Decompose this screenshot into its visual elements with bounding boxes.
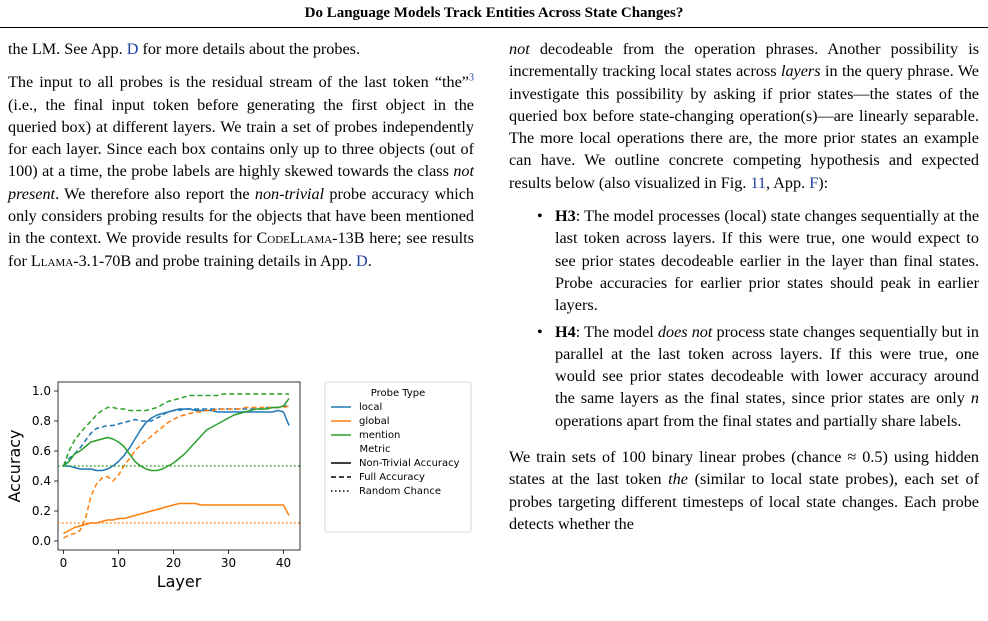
x-tick-label: 20 [165, 556, 182, 570]
text: : The model [575, 322, 658, 341]
legend-entry: mention [359, 430, 401, 441]
emphasis: not present [8, 162, 474, 203]
hypothesis-h4 [509, 321, 979, 432]
emphasis: the [668, 470, 688, 489]
legend-title-type: Probe Type [370, 388, 426, 399]
figure-link[interactable]: 11 [750, 173, 767, 192]
page-header [0, 0, 988, 28]
x-tick-label: 10 [110, 556, 127, 570]
legend-box [325, 382, 471, 532]
paper-title: Do Language Models Track Entities Across State Changes? [304, 5, 684, 21]
y-tick-label: 0.6 [31, 444, 51, 458]
text: , App. [766, 173, 810, 192]
hypothesis-h3 [509, 205, 979, 316]
text: in the query phrase. We investigate this possibility by asking if prior states—the states of the queried box before state-changing operation(s)—are linearly separable. The more local operations there are, the more prior states an example can have. We outline concrete competing hypothesis and expected results below (also visualized in Fig. [509, 62, 979, 192]
x-tick-label: 30 [220, 556, 237, 570]
y-tick-label: 0.4 [31, 474, 51, 488]
left-column [8, 38, 474, 283]
text: ): [818, 173, 829, 192]
text: probe accuracy which only considers probing results for the objects that have been mentioned in the context. We provide results for [8, 184, 475, 248]
appendix-link[interactable]: D [356, 251, 368, 270]
text: the LM. See App. [8, 40, 127, 58]
text: decodeable from the operation phrases. Another possibility is incrementally tracking local states across [509, 40, 979, 81]
y-tick-label: 0.2 [31, 504, 51, 518]
emphasis: layers [780, 62, 821, 81]
y-tick-label: 0.0 [31, 534, 51, 548]
legend-entry: Full Accuracy [359, 472, 425, 483]
text: here; see results for [8, 229, 474, 270]
text: . [367, 251, 372, 270]
series-line-global-full-accuracy [64, 406, 290, 538]
right-para-1 [509, 38, 979, 194]
model-name: CodeLlama-13B [256, 229, 365, 248]
hypothesis-label: H3 [555, 207, 576, 226]
text: and probe training details in App. [131, 251, 356, 270]
emphasis: non-trivial [254, 184, 325, 203]
probe-accuracy-chart [0, 360, 488, 616]
legend-entry: Non-Trivial Accuracy [359, 458, 460, 469]
chart-svg [0, 360, 488, 616]
text: : The model processes (local) state changes sequentially at the last token across layers. If this were true, one would expect to see prior states decodeable earlier in the layer than final states. Probe accuracies for earlier prior states should peak in earlier layers. [555, 207, 979, 315]
x-tick-label: 40 [275, 556, 292, 570]
right-column [509, 38, 979, 546]
y-tick-label: 0.8 [31, 414, 51, 428]
appendix-link[interactable]: D [126, 40, 139, 58]
bullet-icon: • [537, 322, 543, 341]
text: process state changes sequentially but in parallel at the last token across layers. If this were true, one would see prior states decodeable with lower accuracy around the same layers as the final states, since prior states are only [555, 322, 979, 408]
math-variable: n [970, 389, 979, 408]
hypothesis-label: H4 [555, 322, 576, 341]
footnote-link[interactable]: 3 [469, 72, 474, 84]
emphasis: not [509, 40, 530, 58]
y-tick-label: 1.0 [31, 384, 51, 398]
appendix-link[interactable]: F [809, 173, 819, 192]
text: operations apart from the final states and partially share labels. [555, 411, 962, 430]
text: (i.e., the final input token before generating the first object in the queried box) at different layers. We train a set of probes independently for each layer. Since each box contains only up to three objects (out of 100) at a time, the probe labels are highly skewed towards the class [8, 95, 474, 181]
text: We train sets of 100 binary linear probes (chance ≈ 0.5) using hidden states at the last token [509, 448, 979, 489]
right-para-2 [509, 446, 979, 535]
series-line-mention-full-accuracy [64, 394, 290, 466]
text: . We therefore also report the [55, 184, 255, 203]
legend-entry: global [359, 416, 390, 427]
left-para-2 [8, 71, 474, 272]
text: The input to all probes is the residual stream of the last token “the” [8, 73, 469, 92]
text: (similar to local state probes), each set of probes targeting different timesteps of local state changes. Each probe detects whether the [509, 470, 979, 533]
model-name: Llama-3.1-70B [30, 251, 132, 270]
y-axis-label: Accuracy [5, 429, 24, 503]
bullet-icon: • [537, 207, 543, 226]
x-axis-label: Layer [156, 572, 202, 591]
emphasis: does not [657, 322, 713, 341]
legend-entry: Random Chance [359, 486, 442, 497]
hypothesis-list [509, 205, 979, 432]
x-tick-label: 0 [59, 556, 68, 570]
legend-entry: local [359, 402, 383, 413]
legend-title-metric: Metric [359, 444, 391, 455]
series-line-local-full-accuracy [64, 406, 290, 466]
series-line-global-non-trivial-accuracy [64, 504, 290, 534]
left-para-1 [8, 38, 474, 60]
text: for more details about the probes. [138, 40, 361, 58]
